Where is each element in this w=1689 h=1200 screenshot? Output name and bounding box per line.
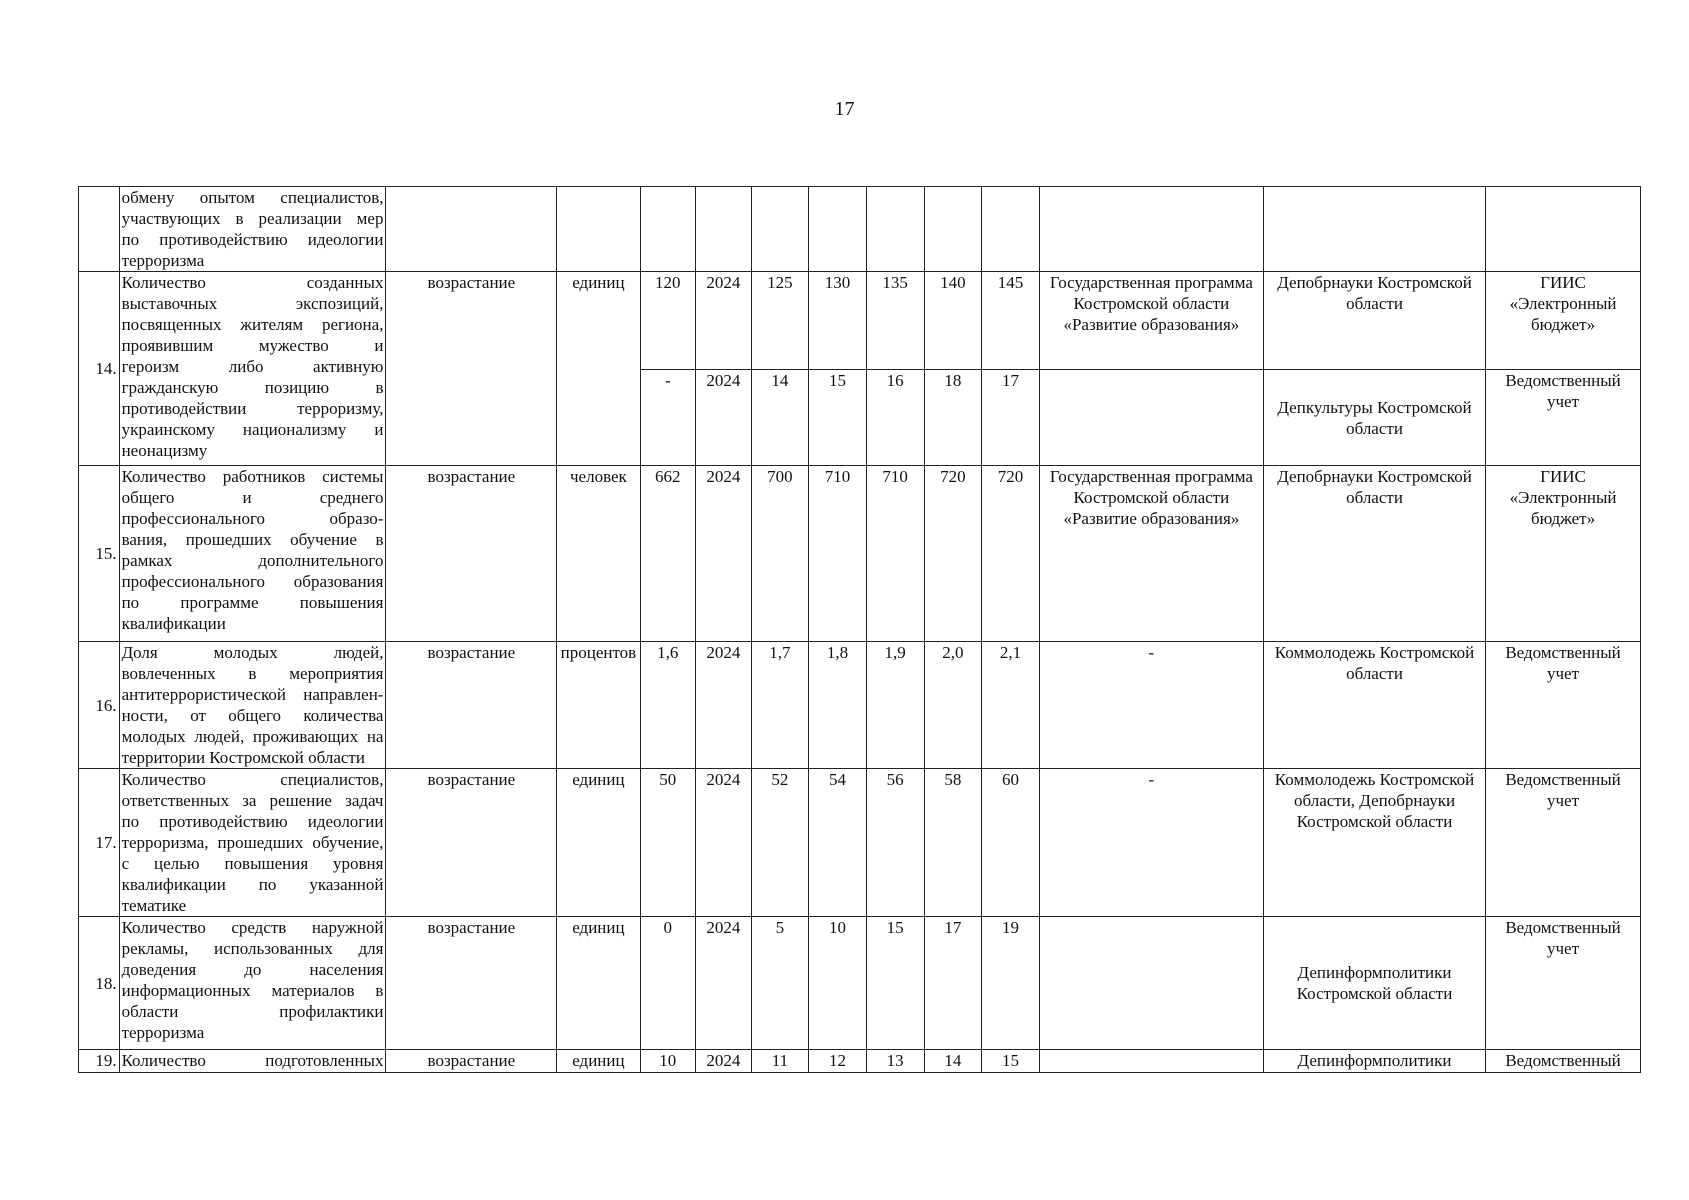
- row-number: 17.: [79, 769, 120, 917]
- value-5: 19: [982, 917, 1040, 1050]
- value-2: 12: [809, 1050, 867, 1073]
- base-year: 2024: [696, 370, 752, 466]
- responsible: Коммолодежь Костромской области, Депобрнауки Костромской области: [1263, 769, 1485, 917]
- trend: возрастание: [386, 642, 557, 769]
- data-source: Ведомственный учет: [1486, 917, 1641, 1050]
- value-3: 13: [866, 1050, 924, 1073]
- responsible: Депобрнауки Костромской области: [1263, 272, 1485, 370]
- trend: возрастание: [386, 466, 557, 642]
- value-1: 125: [751, 272, 809, 370]
- data-source: ГИИС «Электронный бюджет»: [1486, 272, 1641, 370]
- indicator-description: Количество средств наружной рекламы, использованных для доведения до населения информационных материалов в области профилактики терроризма: [119, 917, 386, 1050]
- value-2: 15: [809, 370, 867, 466]
- value-3: 16: [866, 370, 924, 466]
- row-number: 16.: [79, 642, 120, 769]
- data-source: ГИИС «Электронный бюджет»: [1486, 466, 1641, 642]
- value-5: 17: [982, 370, 1040, 466]
- table-row: [79, 769, 1641, 917]
- value-2: 710: [809, 466, 867, 642]
- value-2: 1,8: [809, 642, 867, 769]
- program: [1039, 370, 1263, 466]
- base-value: 0: [640, 917, 696, 1050]
- data-source: Ведомственный учет: [1486, 370, 1641, 466]
- value-2: 10: [809, 917, 867, 1050]
- program: [1039, 1050, 1263, 1073]
- table-row: [79, 187, 1641, 272]
- indicator-description: Доля молодых людей, вовлеченных в мероприятия антитеррористической направлен- ности, от общего количества молодых людей, проживающих на территории Костромской области: [119, 642, 386, 769]
- base-year: 2024: [696, 642, 752, 769]
- page-number: 17: [834, 98, 855, 120]
- table-row: [79, 642, 1641, 769]
- base-value: 50: [640, 769, 696, 917]
- responsible: Депинформполитики: [1263, 1050, 1485, 1073]
- unit: единиц: [557, 917, 640, 1050]
- trend: возрастание: [386, 272, 557, 466]
- responsible: Депкультуры Костромской области: [1263, 370, 1485, 466]
- base-year: 2024: [696, 272, 752, 370]
- program: Государственная программа Костромской области «Развитие образования»: [1039, 466, 1263, 642]
- unit: единиц: [557, 769, 640, 917]
- program: [1039, 917, 1263, 1050]
- value-3: 135: [866, 272, 924, 370]
- value-4: 14: [924, 1050, 982, 1073]
- value-4: 2,0: [924, 642, 982, 769]
- base-year: 2024: [696, 466, 752, 642]
- indicators-table: [78, 186, 1641, 1073]
- row-number: 19.: [79, 1050, 120, 1073]
- base-value: 1,6: [640, 642, 696, 769]
- program: -: [1039, 769, 1263, 917]
- base-year: 2024: [696, 1050, 752, 1073]
- indicator-description: Количество специалистов, ответственных за решение задач по противодействию идеологии терроризма, прошедших обучение, с целью повышения уровня квалификации по указанной тематике: [119, 769, 386, 917]
- program: Государственная программа Костромской области «Развитие образования»: [1039, 272, 1263, 370]
- trend: возрастание: [386, 769, 557, 917]
- table-row: [79, 1050, 1641, 1073]
- row-number: 14.: [79, 272, 120, 466]
- value-3: 15: [866, 917, 924, 1050]
- table-row: [79, 917, 1641, 1050]
- base-value: 662: [640, 466, 696, 642]
- table-row: [79, 466, 1641, 642]
- data-source: Ведомственный: [1486, 1050, 1641, 1073]
- indicator-description: Количество подготовленных: [119, 1050, 386, 1073]
- trend: возрастание: [386, 1050, 557, 1073]
- base-value: -: [640, 370, 696, 466]
- base-year: 2024: [696, 917, 752, 1050]
- responsible: Депобрнауки Костромской области: [1263, 466, 1485, 642]
- value-5: 15: [982, 1050, 1040, 1073]
- responsible: Депинформполитики Костромской области: [1263, 917, 1485, 1050]
- value-5: 60: [982, 769, 1040, 917]
- value-1: 11: [751, 1050, 809, 1073]
- unit: человек: [557, 466, 640, 642]
- value-5: 2,1: [982, 642, 1040, 769]
- base-value: 120: [640, 272, 696, 370]
- value-1: 5: [751, 917, 809, 1050]
- data-source: Ведомственный учет: [1486, 642, 1641, 769]
- value-4: 58: [924, 769, 982, 917]
- value-1: 700: [751, 466, 809, 642]
- base-year: 2024: [696, 769, 752, 917]
- trend: возрастание: [386, 917, 557, 1050]
- value-4: 140: [924, 272, 982, 370]
- base-value: 10: [640, 1050, 696, 1073]
- value-2: 54: [809, 769, 867, 917]
- value-5: 145: [982, 272, 1040, 370]
- program: -: [1039, 642, 1263, 769]
- value-3: 56: [866, 769, 924, 917]
- indicator-description: Количество созданных выставочных экспозиций, посвященных жителям региона, проявившим мужество и героизм либо активную гражданскую позицию в противодействии терроризму, украинскому национализму и неонацизму: [119, 272, 386, 466]
- value-3: 710: [866, 466, 924, 642]
- value-3: 1,9: [866, 642, 924, 769]
- value-4: 17: [924, 917, 982, 1050]
- value-4: 720: [924, 466, 982, 642]
- indicator-description: Количество работников системы общего и среднего профессионального образо- вания, прошедших обучение в рамках дополнительного профессионального образования по программе повышения квалификации: [119, 466, 386, 642]
- unit: единиц: [557, 272, 640, 466]
- value-2: 130: [809, 272, 867, 370]
- responsible: Коммолодежь Костромской области: [1263, 642, 1485, 769]
- table-row: [79, 272, 1641, 370]
- unit: единиц: [557, 1050, 640, 1073]
- indicator-description: обмену опытом специалистов, участвующих в реализации мер по противодействию идеологии терроризма: [119, 187, 386, 272]
- data-source: Ведомственный учет: [1486, 769, 1641, 917]
- row-number: 18.: [79, 917, 120, 1050]
- value-4: 18: [924, 370, 982, 466]
- row-number: 15.: [79, 466, 120, 642]
- value-5: 720: [982, 466, 1040, 642]
- value-1: 1,7: [751, 642, 809, 769]
- value-1: 14: [751, 370, 809, 466]
- unit: процентов: [557, 642, 640, 769]
- value-1: 52: [751, 769, 809, 917]
